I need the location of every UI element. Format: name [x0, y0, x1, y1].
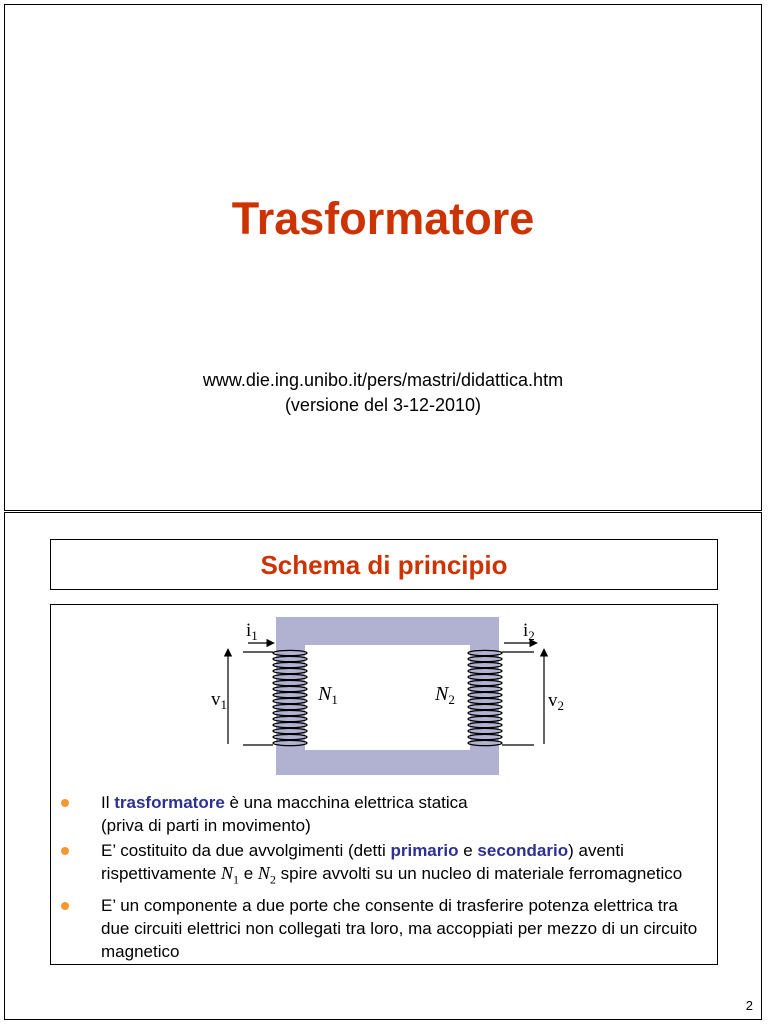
slide-heading-box [50, 539, 718, 590]
source-url: www.die.ing.unibo.it/pers/mastri/didattica.htm [202, 370, 564, 390]
label-i2-main: i [523, 620, 529, 641]
slide-principle-scheme [4, 512, 762, 1020]
slide-heading: Schema di principio [260, 550, 508, 580]
magnetic-core [276, 617, 499, 775]
math-n1-sub: 1 [233, 872, 240, 887]
label-n2-sub: 2 [448, 692, 455, 707]
content-box [50, 604, 718, 965]
label-v2-main: v [548, 690, 558, 711]
label-n2 [434, 683, 455, 707]
primary-leads [243, 652, 273, 745]
math-n2-sub: 2 [269, 872, 276, 887]
label-i1-main: i [246, 620, 252, 641]
label-v2 [548, 690, 564, 713]
bullet-item [51, 791, 717, 837]
version-note: (versione del 3-12-2010) [284, 395, 482, 415]
bullet-text: è una macchina elettrica statica [224, 793, 468, 812]
bullet-text: Il [101, 793, 115, 812]
bullet-list [51, 791, 717, 965]
slide-title-page [4, 4, 762, 511]
secondary-leads [502, 652, 534, 745]
bullet-dot-icon [61, 799, 69, 807]
math-n2-main: N [257, 863, 270, 883]
label-v1-sub: 1 [220, 697, 227, 712]
bullet-text: ) aventi rispettivamente [101, 841, 624, 883]
bullet-dot-icon [61, 847, 69, 855]
math-n2 [257, 863, 276, 887]
keyword-secondario: secondario [477, 841, 569, 860]
label-i2-sub: 2 [528, 628, 535, 643]
label-i2 [523, 620, 535, 643]
bullet-text: e [239, 864, 258, 883]
label-v2-sub: 2 [557, 698, 564, 713]
bullet-item [51, 839, 717, 892]
bullet-text: (priva di parti in movimento) [101, 816, 311, 835]
page-number: 2 [745, 998, 753, 1013]
math-n1 [221, 863, 240, 887]
label-n1-sub: 1 [331, 692, 338, 707]
label-n1-main: N [318, 683, 332, 705]
label-i1 [246, 620, 258, 643]
bullet-text: spire avvolti su un nucleo di materiale ferromagnetico [275, 864, 683, 883]
label-i1-sub: 1 [251, 628, 258, 643]
label-n2-main: N [435, 683, 449, 705]
label-v1-main: v [211, 689, 221, 710]
transformer-diagram [206, 614, 564, 779]
label-n1 [317, 683, 338, 707]
keyword-primario: primario [390, 841, 459, 860]
keyword-trasformatore: trasformatore [114, 793, 225, 812]
bullet-text: e [458, 841, 478, 860]
document-title: Trasformatore [231, 193, 535, 244]
math-n1-main: N [221, 863, 234, 883]
bullet-dot-icon [61, 902, 69, 910]
bullet-item [51, 894, 717, 963]
bullet-text: E’ costituito da due avvolgimenti (detti [101, 841, 391, 860]
bullet-text: E’ un componente a due porte che consente di trasferire potenza elettrica tra due circuiti elettrici non collegati tra loro, ma accoppiati per mezzo di un circuito magnetico [101, 895, 698, 961]
label-v1 [211, 689, 227, 712]
